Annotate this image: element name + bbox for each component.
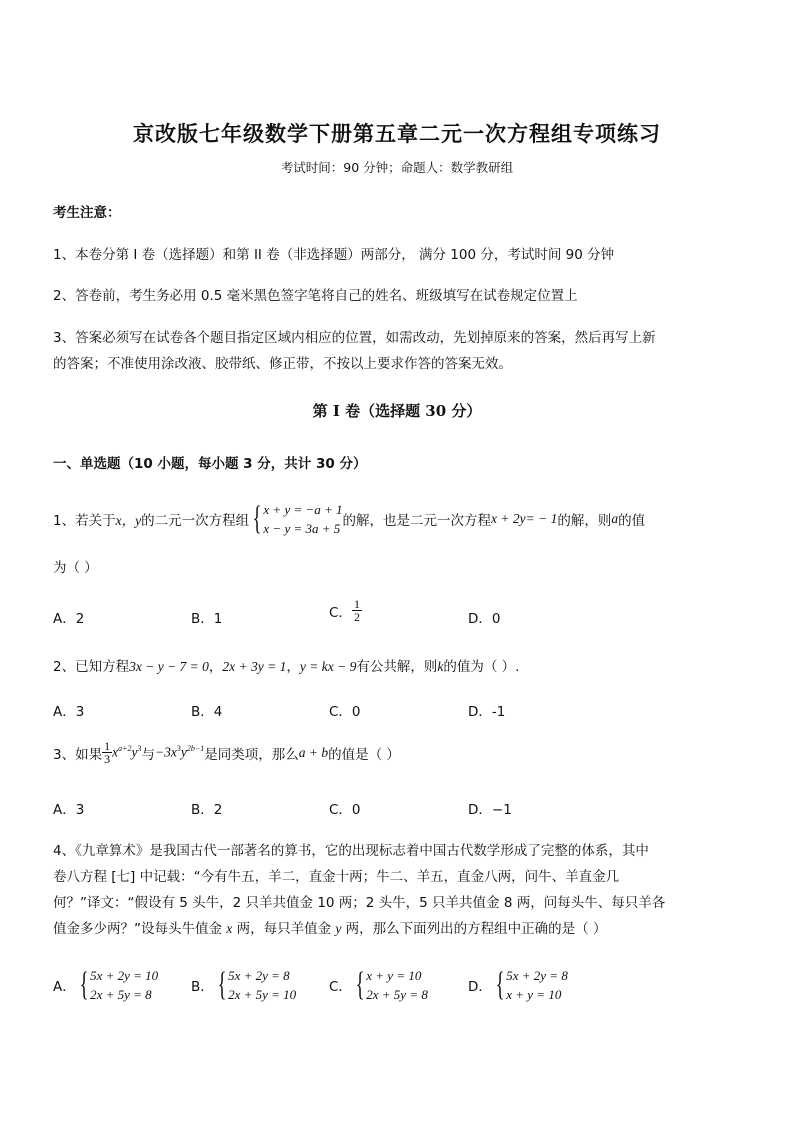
q2-option-d[interactable]: D．-1 bbox=[468, 704, 506, 720]
notice-heading: 考生注意： bbox=[53, 205, 121, 221]
q1-option-a[interactable]: A．2 bbox=[53, 611, 85, 627]
question-1 bbox=[53, 500, 645, 538]
exam-info: 考试时间：90 分钟；命题人：数学教研组 bbox=[280, 160, 514, 175]
q1-mid: 的二元一次方程组 bbox=[141, 513, 250, 529]
q1-tail: 的值 bbox=[618, 513, 646, 529]
q2-prefix: 2、已知方程 bbox=[53, 659, 130, 675]
q4-option-d[interactable] bbox=[468, 966, 568, 1004]
q1-after: 的解，也是二元一次方程 bbox=[342, 513, 492, 529]
q2-tail: 的值为（ ）. bbox=[443, 659, 520, 675]
q4-option-a-eq-1: 5x + 2y = 10 bbox=[90, 968, 159, 983]
q3-fraction bbox=[102, 740, 112, 765]
q1-after-2: 的解，则 bbox=[557, 513, 612, 529]
q1-equation-system bbox=[249, 500, 342, 538]
q1-option-b[interactable]: B．1 bbox=[191, 611, 223, 627]
q4-option-d-eq-1: 5x + 2y = 8 bbox=[506, 968, 568, 983]
q3-tail: 的值是（ ） bbox=[328, 746, 400, 763]
q1-equation: x + 2y= − 1 bbox=[491, 511, 558, 526]
question-3 bbox=[53, 740, 400, 765]
notice-item-3-line-2: 的答案；不准使用涂改液、胶带纸、修正带，不按以上要求作答的答案无效。 bbox=[53, 356, 512, 372]
notice-item-1: 1、本卷分第 I 卷（选择题）和第 II 卷（非选择题）两部分， 满分 100 分，考试时间 90 分钟 bbox=[53, 247, 615, 263]
part-title: 一、单选题（10 小题，每小题 3 分，共计 30 分） bbox=[53, 456, 367, 472]
brace-icon: { bbox=[355, 966, 365, 1003]
q1-system-eq-2: x − y = 3a + 5 bbox=[263, 521, 341, 536]
q1-option-d[interactable]: D．0 bbox=[468, 611, 501, 627]
q3-option-c[interactable]: C．0 bbox=[329, 802, 361, 818]
q4-option-a-eq-2: 2x + 5y = 8 bbox=[90, 987, 152, 1002]
q3-term-1: $x^{a+2}y^3$ bbox=[112, 744, 142, 760]
q3-term-2: $-3x^3y^{2b-1}$ bbox=[155, 744, 205, 760]
fraction-numerator: 1 bbox=[104, 739, 111, 753]
q3-expression: a + b bbox=[298, 744, 329, 760]
q3-option-a[interactable]: A．3 bbox=[53, 802, 85, 818]
question-2 bbox=[53, 655, 519, 675]
q2-option-c[interactable]: C．0 bbox=[329, 704, 361, 720]
q4-line-4: 值金多少两？”设每头牛值金 x 两，每只羊值金 y 两，那么下面列出的方程组中正确的是（ ） bbox=[53, 921, 607, 937]
q3-mid: 与 bbox=[141, 746, 155, 763]
brace-icon: { bbox=[252, 500, 262, 537]
q1-prefix: 1、若关于 bbox=[53, 513, 116, 529]
q2-var-k: k bbox=[437, 659, 444, 674]
q2-equation-3: y = kx − 9 bbox=[299, 659, 357, 674]
q1-line-2: 为（ ） bbox=[53, 560, 98, 576]
section-title: 第 I 卷（选择题 30 分） bbox=[312, 402, 482, 420]
q4-option-a-label: A． bbox=[53, 979, 76, 995]
q1-option-c-label: C． bbox=[329, 604, 352, 621]
q3-prefix: 3、如果 bbox=[53, 746, 103, 763]
page-title: 京改版七年级数学下册第五章二元一次方程组专项练习 bbox=[133, 121, 661, 146]
q1-vars: x，y bbox=[115, 513, 142, 528]
q2-equation-2: 2x + 3y = 1 bbox=[222, 659, 287, 674]
q4-line-1: 4、《九章算术》是我国古代一部著名的算书，它的出现标志着中国古代数学形成了完整的体系，其中 bbox=[53, 843, 649, 859]
brace-icon: { bbox=[79, 966, 89, 1003]
q4-option-c-eq-1: x + y = 10 bbox=[366, 968, 422, 983]
fraction-numerator: 1 bbox=[353, 597, 360, 611]
q2-mid: 有公共解，则 bbox=[356, 659, 438, 675]
q1-option-c[interactable] bbox=[329, 598, 362, 623]
q3-after: 是同类项，那么 bbox=[204, 746, 299, 763]
q2-equation-1: 3x − y − 7 = 0 bbox=[129, 659, 209, 674]
notice-item-2: 2、答卷前，考生务必用 0.5 毫米黑色签字笔将自己的姓名、班级填写在试卷规定位置上 bbox=[53, 288, 578, 304]
q3-option-d[interactable]: D．−1 bbox=[468, 802, 512, 818]
q4-option-b[interactable] bbox=[191, 966, 296, 1004]
fraction-denominator: 3 bbox=[104, 752, 111, 766]
q4-option-c-eq-2: 2x + 5y = 8 bbox=[366, 987, 428, 1002]
q2-sep-1: ， bbox=[208, 659, 223, 675]
q3-option-b[interactable]: B．2 bbox=[191, 802, 223, 818]
q4-option-d-label: D． bbox=[468, 979, 492, 995]
q4-option-a[interactable] bbox=[53, 966, 158, 1004]
q4-option-b-eq-2: 2x + 5y = 10 bbox=[228, 987, 297, 1002]
q4-line-2: 卷八方程 [七] 中记载：“今有牛五，羊二，直金十两；牛二、羊五，直金八两，问牛、羊直金几 bbox=[53, 869, 620, 885]
q4-option-c[interactable] bbox=[329, 966, 428, 1004]
q1-var-a: a bbox=[611, 511, 619, 526]
q4-line-3: 何？”译文：“假设有 5 头牛，2 只羊共值金 10 两；2 头牛，5 只羊共值金 8 两，问每头牛、每只羊各 bbox=[53, 895, 666, 911]
brace-icon: { bbox=[495, 966, 505, 1003]
q4-option-c-label: C． bbox=[329, 979, 352, 995]
q1-option-c-fraction bbox=[352, 598, 362, 623]
fraction-denominator: 2 bbox=[353, 610, 360, 624]
q4-option-b-label: B． bbox=[191, 979, 214, 995]
q2-option-b[interactable]: B．4 bbox=[191, 704, 223, 720]
q4-option-b-eq-1: 5x + 2y = 8 bbox=[228, 968, 290, 983]
q4-option-d-eq-2: x + y = 10 bbox=[506, 987, 562, 1002]
q1-system-eq-1: x + y = −a + 1 bbox=[263, 502, 343, 517]
q2-option-a[interactable]: A．3 bbox=[53, 704, 85, 720]
brace-icon: { bbox=[217, 966, 227, 1003]
notice-item-3-line-1: 3、答案必须写在试卷各个题目指定区域内相应的位置，如需改动，先划掉原来的答案，然后再写上新 bbox=[53, 330, 656, 346]
q2-sep-2: ， bbox=[286, 659, 300, 675]
